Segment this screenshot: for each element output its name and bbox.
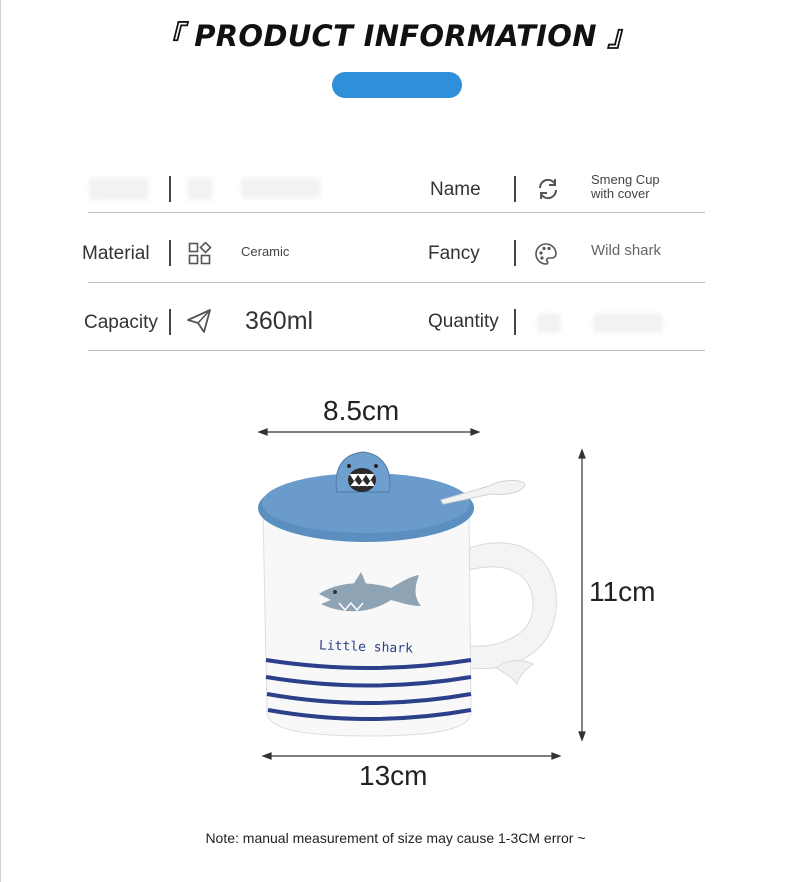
top-width-label: 8.5cm [323,395,400,426]
height-label: 11cm [589,576,656,607]
fancy-label: Fancy [428,243,480,264]
page-title: 『 PRODUCT INFORMATION 』 [154,19,637,53]
mug-print-text: Little shark [318,638,414,657]
material-label: Material [82,243,150,264]
name-label: Name [430,179,481,200]
capacity-label: Capacity [84,312,158,333]
mug-illustration [1,0,790,882]
quantity-label: Quantity [428,311,499,332]
bottom-width-label: 13cm [359,760,428,791]
fancy-value: Wild shark [591,242,662,259]
name-value: Smeng Cup with cover [591,172,660,201]
footer-note: Note: manual measurement of size may cause 1-3CM error ~ [205,830,586,846]
capacity-value: 360ml [245,307,314,335]
material-value: Ceramic [241,244,290,259]
